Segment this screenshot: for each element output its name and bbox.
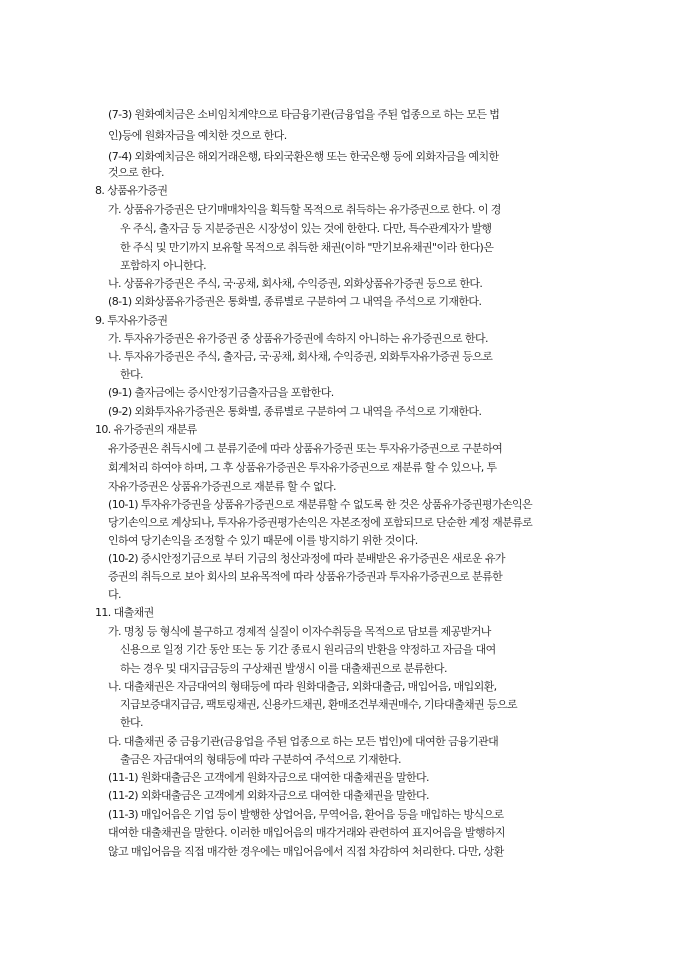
text-line: 증권의 취득으로 보아 회사의 보유목적에 따라 상품유가증권과 투자유가증권으로 분류한 xyxy=(108,570,503,583)
section-heading: 10. 유가증권의 재분류 xyxy=(95,423,197,436)
text-line: 가. 명칭 등 형식에 불구하고 경제적 실질이 이자수취등을 목적으로 담보를 제공받거나 xyxy=(108,625,491,638)
text-line: 우 주식, 출자금 등 지분증권은 시장성이 있는 것에 한한다. 다만, 특수관계자가 발행 xyxy=(120,222,492,235)
text-line: 것으로 한다. xyxy=(108,166,164,179)
text-line: (11-2) 외화대출금은 고객에게 외화자금으로 대여한 대출채권을 말한다. xyxy=(108,789,429,802)
text-line: 한 주식 및 만기까지 보유할 목적으로 취득한 채권(이하 "만기보유채권"이라 한다)은 xyxy=(120,241,494,254)
text-line: (8-1) 외화상품유가증권은 통화별, 종류별로 구분하여 그 내역을 주석으로 기재한다. xyxy=(108,295,482,308)
text-line: (7-3) 원화예치금은 소비임치계약으로 타금융기관(금융업을 주된 업종으로 하는 모든 법 xyxy=(108,108,500,121)
text-line: 다. xyxy=(108,588,121,601)
text-line: 신용으로 일정 기간 동안 또는 동 기간 종료시 원리금의 반환을 약정하고 자금을 대여 xyxy=(120,643,496,656)
text-line: 않고 매입어음을 직접 매각한 경우에는 매입어음에서 직접 차감하여 처리한다. 다만, 상환 xyxy=(108,845,504,858)
text-line: 회계처리 하여야 하며, 그 후 상품유가증권은 투자유가증권으로 재분류 할 수 있으나, 투 xyxy=(108,461,497,474)
text-line: 당기손익으로 계상되나, 투자유가증권평가손익은 자본조정에 포함되므로 단순한 계정 재분류로 xyxy=(108,516,533,529)
section-heading: 8. 상품유가증권 xyxy=(95,184,168,197)
text-line: 나. 상품유가증권은 주식, 국·공채, 회사채, 수익증권, 외화상품유가증권 등으로 한다. xyxy=(108,277,483,290)
text-line: 한다. xyxy=(120,368,143,381)
section-heading: 11. 대출채권 xyxy=(95,606,154,619)
text-line: 자유가증권은 상품유가증권으로 재분류 할 수 없다. xyxy=(108,480,336,493)
text-line: (10-1) 투자유가증권을 상품유가증권으로 재분류할 수 없도록 한 것은 상품유가증권평가손익은 xyxy=(108,498,533,511)
text-line: 하는 경우 및 대지급금등의 구상채권 발생시 이를 대출채권으로 분류한다. xyxy=(120,662,447,675)
text-line: 가. 상품유가증권은 단기매매차익을 획득할 목적으로 취득하는 유가증권으로 한다. 이 경 xyxy=(108,203,501,216)
text-line: (10-2) 증시안정기금으로 부터 기금의 청산과정에 따라 분배받은 유가증권은 새로운 유가 xyxy=(108,552,505,565)
text-line: 인하여 당기손익을 조정할 수 있기 때문에 이를 방지하기 위한 것이다. xyxy=(108,534,418,547)
text-line: 나. 투자유가증권은 주식, 출자금, 국·공채, 회사채, 수익증권, 외화투자유가증권 등으로 xyxy=(108,350,493,363)
text-line: 대여한 대출채권을 말한다. 이러한 매입어음의 매각거래와 관련하여 표지어음을 발행하지 xyxy=(108,826,506,839)
text-line: (7-4) 외화예치금은 해외거래은행, 타외국환은행 또는 한국은행 등에 외화자금을 예치한 xyxy=(108,150,499,163)
section-heading: 9. 투자유가증권 xyxy=(95,314,168,327)
text-line: 유가증권은 취득시에 그 분류기준에 따라 상품유가증권 또는 투자유가증권으로 구분하여 xyxy=(108,442,503,455)
text-line: (9-1) 출자금에는 증시안정기금출자금을 포함한다. xyxy=(108,386,334,399)
text-line: 인)등에 원화자금을 예치한 것으로 한다. xyxy=(108,129,287,142)
text-line: (11-3) 매입어음은 기업 등이 발행한 상업어음, 무역어음, 환어음 등을 매입하는 방식으로 xyxy=(108,808,504,821)
text-line: 포함하지 아니한다. xyxy=(120,259,207,272)
text-line: 다. 대출채권 중 금융기관(금융업을 주된 업종으로 하는 모든 법인)에 대여한 금융기관대 xyxy=(108,735,499,748)
text-line: 나. 대출채권은 자금대여의 형태등에 따라 원화대출금, 외화대출금, 매입어음, 매입외환, xyxy=(108,680,497,693)
text-line: 한다. xyxy=(120,716,143,729)
text-line: 지급보증대지급금, 팩토링채권, 신용카드채권, 환매조건부채권매수, 기타대출채권 등으로 xyxy=(120,698,518,711)
text-line: 가. 투자유가증권은 유가증권 중 상품유가증권에 속하지 아니하는 유가증권으로 한다. xyxy=(108,332,488,345)
text-line: (9-2) 외화투자유가증권은 통화별, 종류별로 구분하여 그 내역을 주석으로 기재한다. xyxy=(108,405,482,418)
text-line: 출금은 자금대여의 형태등에 따라 구분하여 주석으로 기재한다. xyxy=(120,753,401,766)
text-line: (11-1) 원화대출금은 고객에게 원화자금으로 대여한 대출채권을 말한다. xyxy=(108,771,429,784)
